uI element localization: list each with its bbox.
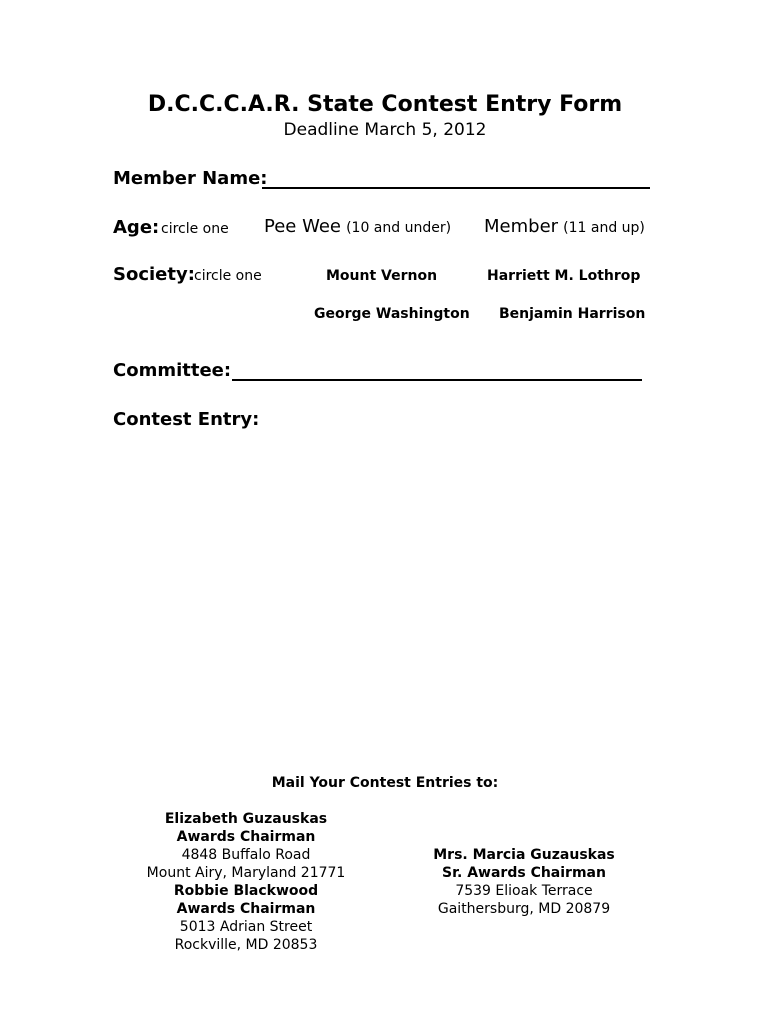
form-title: D.C.C.C.A.R. State Contest Entry Form: [147, 92, 623, 117]
contact-role: Sr. Awards Chairman: [442, 865, 606, 881]
society-hint: circle one: [194, 268, 262, 284]
member-name-line[interactable]: [262, 187, 650, 189]
contact-street: 4848 Buffalo Road: [181, 847, 311, 863]
contact-name: Robbie Blackwood: [173, 883, 319, 899]
contact-name: Mrs. Marcia Guzauskas: [433, 847, 615, 863]
society-option-benjamin-harrison[interactable]: Benjamin Harrison: [499, 306, 646, 322]
deadline-text: Deadline March 5, 2012: [283, 120, 487, 140]
society-option-harriett-lothrop[interactable]: Harriett M. Lothrop: [487, 268, 641, 284]
contest-entry-label: Contest Entry:: [113, 409, 260, 430]
age-option-member[interactable]: [484, 216, 645, 237]
age-label: Age:: [113, 217, 160, 238]
contest-entry-area[interactable]: [113, 440, 653, 760]
age-option-member-note: (11 and up): [563, 220, 645, 236]
society-option-mount-vernon[interactable]: Mount Vernon: [326, 268, 438, 284]
age-option-peewee-name: Pee Wee: [264, 216, 341, 237]
contact-city: Rockville, MD 20853: [174, 937, 318, 953]
contact-city: Gaithersburg, MD 20879: [437, 901, 611, 917]
committee-label: Committee:: [113, 360, 232, 381]
contact-street: 7539 Elioak Terrace: [455, 883, 593, 899]
age-option-peewee-note: (10 and under): [346, 220, 452, 236]
address-block-left: [130, 810, 362, 954]
society-label: Society:: [113, 264, 195, 285]
society-option-george-washington[interactable]: George Washington: [314, 306, 470, 322]
address-block-right: [420, 846, 628, 918]
committee-line[interactable]: [232, 379, 642, 381]
age-option-peewee[interactable]: [264, 216, 451, 237]
age-hint: circle one: [161, 221, 229, 237]
contact-city: Mount Airy, Maryland 21771: [146, 865, 346, 881]
member-name-label: Member Name:: [113, 168, 268, 189]
mail-heading: Mail Your Contest Entries to:: [271, 775, 499, 791]
contact-role: Awards Chairman: [176, 901, 316, 917]
contact-name: Elizabeth Guzauskas: [164, 811, 328, 827]
contact-role: Awards Chairman: [176, 829, 316, 845]
age-option-member-name: Member: [484, 216, 559, 237]
contact-street: 5013 Adrian Street: [179, 919, 313, 935]
